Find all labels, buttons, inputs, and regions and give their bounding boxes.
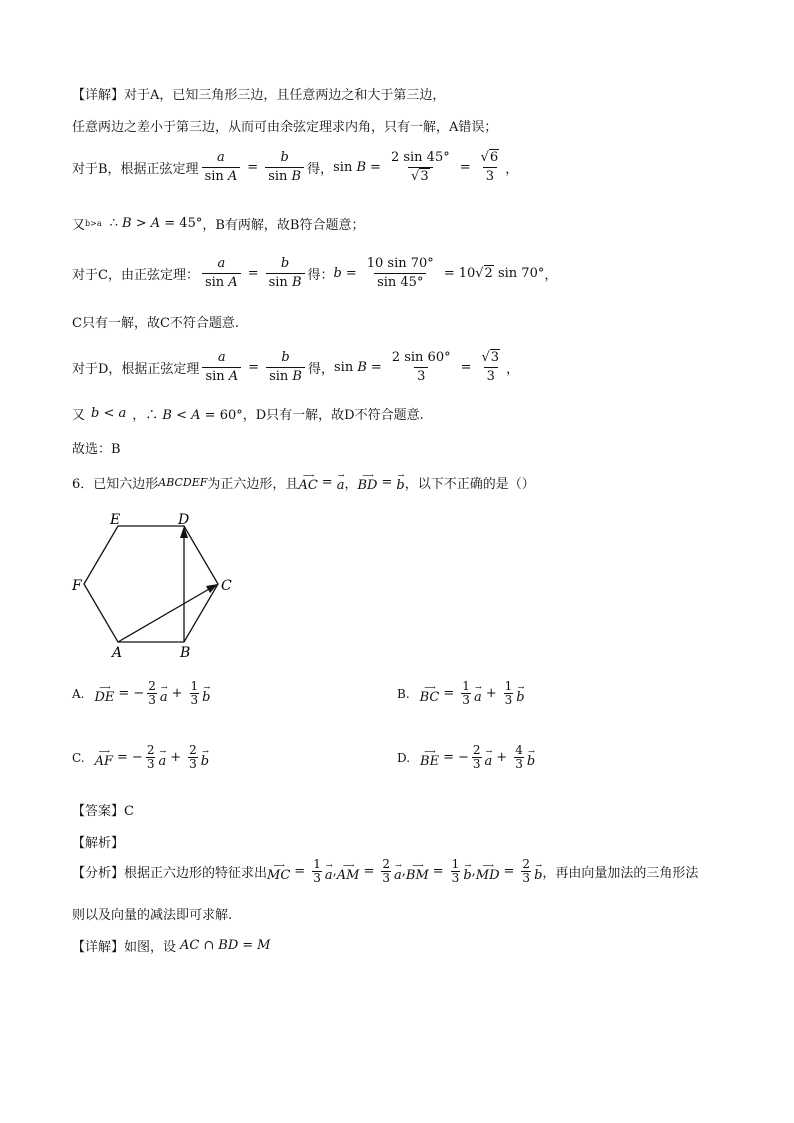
- label-e: E: [110, 512, 121, 528]
- choice-sign-1: −: [131, 750, 143, 765]
- fenxi-suffix: ，再由向量加法的三角形法: [542, 866, 699, 881]
- detail-text-1: 【详解】对于A，已知三角形三边，且任意两边之和大于第三边，: [72, 88, 446, 103]
- you-text: 又: [72, 218, 86, 233]
- choice-d2: 3: [190, 693, 199, 707]
- choice-sign-1: −: [457, 750, 469, 765]
- label-d: D: [178, 512, 190, 528]
- you-text-2: 又: [72, 408, 86, 423]
- choice-sign-1: −: [133, 686, 145, 701]
- arrowhead-c: [206, 584, 218, 593]
- q6-suffix: ，以下不正确的是（）: [404, 476, 535, 492]
- choice-n2: 1: [190, 679, 199, 693]
- choice-sign-2: +: [170, 750, 182, 765]
- b-gt-a-small: b>a: [85, 219, 102, 228]
- fraction-10sin70-over-sin45: $\frac{10 \sin 70^\circ}{\sin 45^\circ}$: [366, 256, 434, 290]
- fenxi-line: 【分析】根据正六边形的特征求出 ⟶ MC = $\frac{1}{3}$ → a , ⟶ AM = $\frac{2}{3}$ → a , ⟶ BM = $\frac{1}{3}$ → b , ⟶ MD = $\frac{2}{3}$ → b ，再由向量加法的三角形法: [72, 857, 699, 885]
- jiexi-text: 【解析】: [72, 836, 125, 851]
- answer-text: 【答案】C: [72, 804, 134, 819]
- case-c-text: C只有一解，故C不符合题意.: [72, 316, 240, 331]
- label-a: A: [112, 645, 123, 660]
- choice-c[interactable]: C. ⟶ AF = − $\frac{2}{3}$ → a + $\frac{2}{3}$ → b: [72, 743, 210, 771]
- label-f: F: [72, 578, 82, 594]
- case-b-conclusion: 又 b>a ∴ B > A = 45° ，B有两解，故B符合题意；: [72, 216, 365, 233]
- case-c-conclusion: [72, 312, 239, 331]
- detail-line-2: [72, 116, 497, 135]
- fraction-a-over-sinA: $\frac{a}{\text{sin A}}$: [202, 150, 241, 185]
- choice-d[interactable]: D. ⟶ BE = − $\frac{2}{3}$ → a + $\frac{4}{3}$ → b: [397, 743, 536, 771]
- label-c: C: [221, 578, 232, 594]
- choice-d1: 3: [472, 757, 481, 771]
- choice-sign-2: +: [485, 686, 497, 701]
- choice-letter: B.: [397, 686, 410, 701]
- case-b-suffix: ，B有两解，故B符合题意；: [202, 218, 365, 233]
- choose-line: [72, 438, 121, 457]
- case-c-prefix: 对于C，由正弦定理：: [72, 268, 199, 283]
- hexagon-shape: [84, 526, 218, 642]
- choice-letter: D.: [397, 750, 411, 765]
- case-c-mid: 得：: [307, 268, 334, 283]
- choice-d1: 3: [148, 693, 156, 707]
- case-d-mid: 得，: [307, 362, 334, 377]
- choice-vector: BE: [420, 753, 440, 769]
- q6-hexagon-name: ABCDEF: [158, 475, 208, 489]
- case-b-prefix: 对于B，根据正弦定理: [72, 162, 199, 177]
- fenxi-text-2: 则以及向量的减法即可求解.: [72, 908, 233, 923]
- detail-final-prefix: 【详解】如图，设: [72, 940, 177, 955]
- hexagon-diagram: [70, 510, 250, 660]
- choice-d2: 3: [515, 757, 523, 771]
- case-d-suffix: ，D只有一解，故D不符合题意.: [242, 408, 424, 423]
- fenxi-prefix: 【分析】根据正六边形的特征求出: [72, 866, 268, 881]
- fenxi-line-2: [72, 904, 232, 923]
- jiexi-line: [72, 832, 124, 851]
- choice-n1: 2: [146, 743, 155, 757]
- case-d-conclusion: 又 b < a ，∴ B < A = 60° ，D只有一解，故D不符合题意.: [72, 406, 424, 423]
- choice-n1: 2: [472, 743, 481, 757]
- fraction-2sin45-over-sqrt3: $\frac{2 \sin 45^\circ}{√3}$: [390, 150, 450, 184]
- case-d-line: 对于D，根据正弦定理 $\frac{a}{\text{sin A}}$ = $\frac{b}{\text{sin B}}$ 得， sin B = $\frac{2 \sin 60^\circ}{3}$ = $\frac{√3}{3}$ ，: [72, 350, 520, 384]
- answer-line: [72, 800, 134, 819]
- case-d-prefix: 对于D，根据正弦定理: [72, 362, 200, 377]
- detail-final-line: 【详解】如图，设 AC ∩ BD = M: [72, 938, 271, 955]
- choice-n1: 2: [148, 679, 156, 693]
- choice-n1: 1: [462, 679, 470, 693]
- choice-n2: 4: [515, 743, 523, 757]
- choose-text: 故选：B: [72, 442, 121, 457]
- choice-vector: AF: [94, 753, 113, 769]
- choice-a[interactable]: A. ⟶ DE = − $\frac{2}{3}$ → a + $\frac{1}{3}$ → b: [72, 679, 211, 707]
- choice-letter: C.: [72, 750, 85, 765]
- detail-line-1: [72, 84, 445, 103]
- choice-b[interactable]: B. ⟶ BC = $\frac{1}{3}$ → a + $\frac{1}{3}$ → b: [397, 679, 525, 707]
- case-c-line: 对于C，由正弦定理： $\frac{a}{\text{sin A}}$ = $\frac{b}{\text{sin B}}$ 得： b = $\frac{10 \sin 70^\circ}{\sin 45^\circ}$ = 10√2 sin 70° ，: [72, 256, 558, 290]
- choice-sign-2: +: [171, 686, 183, 701]
- choice-n2: 2: [189, 743, 197, 757]
- choice-vector: BC: [419, 689, 440, 705]
- formula-sinB: sin B: [333, 160, 367, 175]
- q6-mid: 为正六边形，且: [207, 476, 299, 492]
- detail-text-2: 任意两边之差小于第三边，从而可由余弦定理求内角，只有一解，A错误；: [72, 120, 498, 135]
- fraction-b-over-sinB: $\frac{b}{\text{sin B}}$: [265, 150, 304, 185]
- choice-vector: DE: [94, 689, 115, 705]
- choice-sign-2: +: [496, 750, 508, 765]
- choice-n2: 1: [504, 679, 513, 693]
- choice-d1: 3: [146, 757, 155, 771]
- choice-d1: 3: [462, 693, 470, 707]
- q6-prefix: 6．已知六边形: [72, 476, 159, 492]
- label-b: B: [180, 645, 191, 660]
- question-6: 6．已知六边形 ABCDEF 为正六边形，且 ⟶ AC = → a ， ⟶ BD = → b ，以下不正确的是（）: [72, 471, 535, 493]
- choice-letter: A.: [72, 686, 85, 701]
- choice-d2: 3: [504, 693, 513, 707]
- choice-d2: 3: [189, 757, 197, 771]
- fraction-sqrt6-over-3: $\frac{√6}{3}$: [480, 150, 499, 184]
- case-b-mid: 得，: [307, 162, 334, 177]
- case-b-line: 对于B，根据正弦定理 $\frac{a}{\text{sin A}}$ = $\frac{b}{\text{sin B}}$ 得， sin B = $\frac{2 \sin 45^\circ}{√3}$ = $\frac{√6}{3}$ ，: [72, 150, 519, 184]
